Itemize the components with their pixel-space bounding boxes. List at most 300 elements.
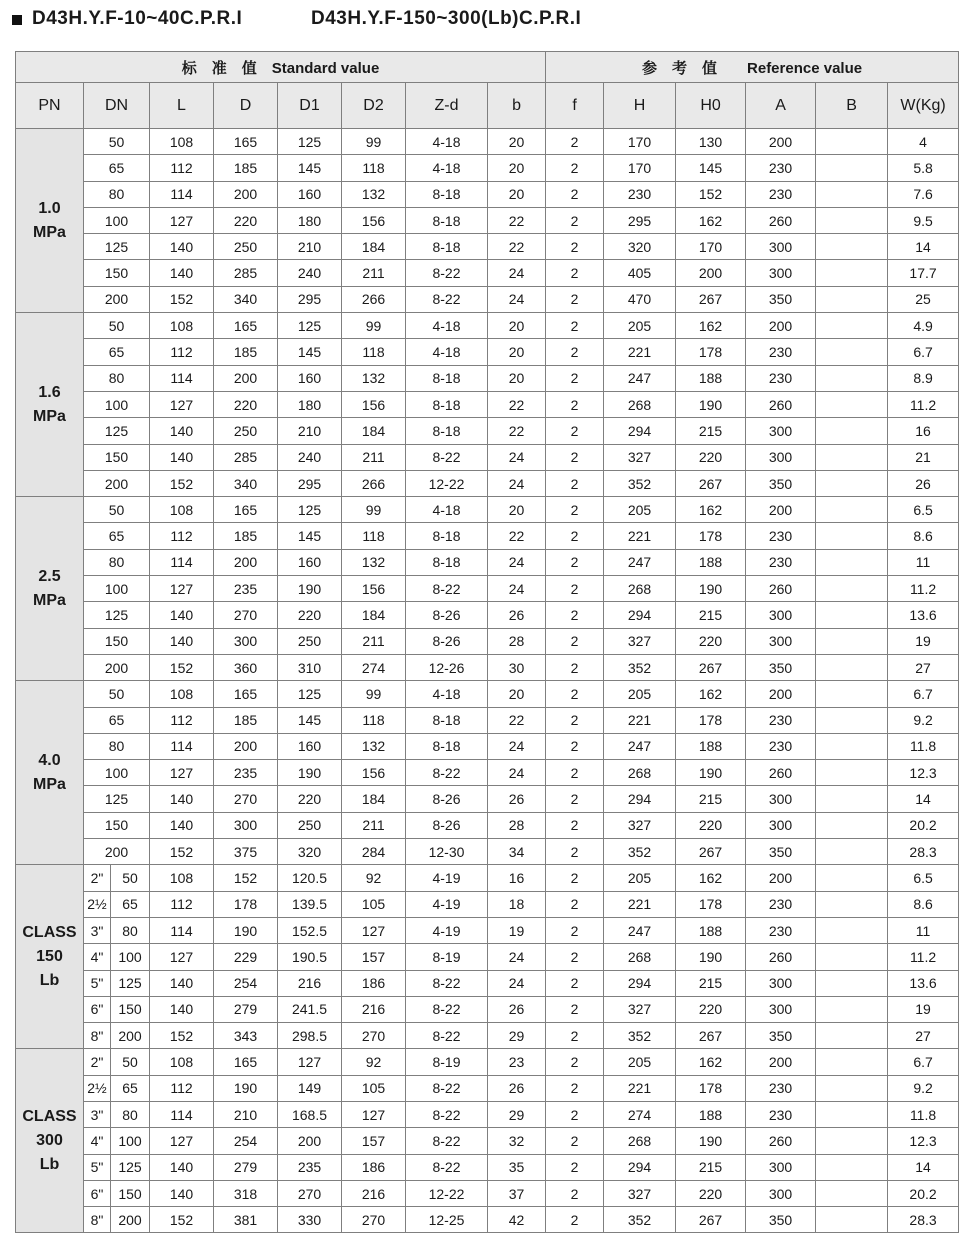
pressure-class-cell	[16, 497, 84, 681]
cell-h0: 190	[676, 391, 746, 417]
cell-a: 300	[746, 234, 816, 260]
cell-d2: 127	[342, 1101, 406, 1127]
cell-l: 127	[150, 391, 214, 417]
cell-f: 2	[546, 129, 604, 155]
spec-table	[15, 51, 959, 1233]
cell-a: 200	[746, 865, 816, 891]
cell-d2: 184	[342, 786, 406, 812]
table-row	[16, 1049, 959, 1075]
table-row	[16, 470, 959, 496]
cell-f: 2	[546, 733, 604, 759]
table-row	[16, 1128, 959, 1154]
cell-h0: 190	[676, 1128, 746, 1154]
cell-b: 22	[488, 418, 546, 444]
cell-h: 352	[604, 839, 676, 865]
cell-w: 25	[888, 286, 959, 312]
cell-h0: 188	[676, 917, 746, 943]
cell-d1: 180	[278, 207, 342, 233]
cell-h: 221	[604, 339, 676, 365]
column-header: f	[546, 83, 604, 129]
cell-b: 28	[488, 628, 546, 654]
cell-h: 294	[604, 418, 676, 444]
cell-a: 350	[746, 839, 816, 865]
cell-b	[816, 602, 888, 628]
table-row	[16, 444, 959, 470]
table-row	[16, 549, 959, 575]
cell-f: 2	[546, 549, 604, 575]
cell-l: 140	[150, 970, 214, 996]
cell-b	[816, 760, 888, 786]
pressure-class-label: 300	[36, 1131, 63, 1149]
cell-l: 114	[150, 733, 214, 759]
dn-inch: 5"	[90, 975, 104, 992]
cell-d1: 160	[278, 181, 342, 207]
cell-f: 2	[546, 786, 604, 812]
cell-d2: 211	[342, 260, 406, 286]
cell-zd: 4-18	[406, 129, 488, 155]
cell-w: 5.8	[888, 155, 959, 181]
cell-d2: 156	[342, 207, 406, 233]
cell-l: 108	[150, 681, 214, 707]
cell-h0: 220	[676, 628, 746, 654]
cell-h0: 178	[676, 707, 746, 733]
cell-b: 20	[488, 365, 546, 391]
cell-d1: 310	[278, 654, 342, 680]
column-header-row	[16, 83, 959, 129]
cell-b: 37	[488, 1180, 546, 1206]
dn-cell: 80	[84, 549, 150, 575]
cell-d2: 157	[342, 944, 406, 970]
column-header: D1	[278, 83, 342, 129]
cell-a: 300	[746, 996, 816, 1022]
cell-f: 2	[546, 654, 604, 680]
cell-d: 254	[214, 970, 278, 996]
cell-d1: 168.5	[278, 1101, 342, 1127]
table-row	[16, 1023, 959, 1049]
cell-d: 279	[214, 996, 278, 1022]
cell-l: 140	[150, 418, 214, 444]
cell-d: 185	[214, 339, 278, 365]
dn-cell: 50	[84, 313, 150, 339]
cell-d2: 118	[342, 155, 406, 181]
cell-a: 230	[746, 1101, 816, 1127]
cell-b	[816, 944, 888, 970]
cell-zd: 4-18	[406, 497, 488, 523]
cell-w: 19	[888, 996, 959, 1022]
cell-w: 6.7	[888, 1049, 959, 1075]
cell-zd: 8-22	[406, 444, 488, 470]
cell-l: 140	[150, 786, 214, 812]
pressure-class-cell	[16, 313, 84, 497]
cell-h: 268	[604, 1128, 676, 1154]
cell-d1: 320	[278, 839, 342, 865]
cell-b	[816, 891, 888, 917]
cell-h: 221	[604, 1075, 676, 1101]
cell-h0: 215	[676, 970, 746, 996]
cell-d2: 274	[342, 654, 406, 680]
cell-f: 2	[546, 1075, 604, 1101]
cell-h0: 220	[676, 1180, 746, 1206]
cell-h: 294	[604, 1154, 676, 1180]
cell-b: 24	[488, 760, 546, 786]
dn-cell: 80	[84, 181, 150, 207]
cell-b	[816, 391, 888, 417]
cell-a: 260	[746, 576, 816, 602]
cell-zd: 12-30	[406, 839, 488, 865]
cell-d: 340	[214, 286, 278, 312]
cell-d2: 99	[342, 313, 406, 339]
cell-w: 8.6	[888, 523, 959, 549]
cell-zd: 4-18	[406, 339, 488, 365]
cell-b: 24	[488, 260, 546, 286]
cell-f: 2	[546, 234, 604, 260]
table-row	[16, 418, 959, 444]
reference-value-header: 参 考 值 Reference value	[546, 52, 959, 83]
cell-d: 190	[214, 1075, 278, 1101]
cell-w: 17.7	[888, 260, 959, 286]
cell-d1: 240	[278, 444, 342, 470]
cell-h0: 215	[676, 418, 746, 444]
cell-f: 2	[546, 681, 604, 707]
cell-d2: 270	[342, 1207, 406, 1233]
pressure-class-label: CLASS	[22, 923, 77, 941]
cell-w: 11	[888, 549, 959, 575]
cell-d: 200	[214, 181, 278, 207]
cell-b	[816, 155, 888, 181]
dn-cell: 125	[84, 786, 150, 812]
cell-zd: 8-22	[406, 576, 488, 602]
table-row	[16, 497, 959, 523]
cell-zd: 8-22	[406, 286, 488, 312]
cell-a: 200	[746, 681, 816, 707]
cell-b	[816, 917, 888, 943]
pressure-class-label: MPa	[33, 223, 66, 241]
cell-b: 24	[488, 733, 546, 759]
cell-h0: 170	[676, 234, 746, 260]
cell-b: 23	[488, 1049, 546, 1075]
cell-d: 381	[214, 1207, 278, 1233]
cell-b	[816, 1023, 888, 1049]
cell-f: 2	[546, 207, 604, 233]
cell-w: 9.5	[888, 207, 959, 233]
dn-cell	[84, 1101, 150, 1127]
dn-cell: 200	[84, 470, 150, 496]
cell-zd: 8-19	[406, 1049, 488, 1075]
cell-d: 185	[214, 155, 278, 181]
dn-mm: 65	[110, 892, 149, 917]
cell-d: 343	[214, 1023, 278, 1049]
cell-w: 6.5	[888, 497, 959, 523]
cell-zd: 8-22	[406, 996, 488, 1022]
cell-a: 230	[746, 917, 816, 943]
cell-w: 11.8	[888, 733, 959, 759]
cell-f: 2	[546, 523, 604, 549]
cell-a: 230	[746, 365, 816, 391]
cell-a: 300	[746, 418, 816, 444]
cell-a: 350	[746, 286, 816, 312]
dn-inch: 2"	[90, 1054, 104, 1071]
dn-cell: 125	[84, 418, 150, 444]
dn-cell: 150	[84, 628, 150, 654]
cell-d1: 149	[278, 1075, 342, 1101]
cell-d2: 266	[342, 286, 406, 312]
cell-w: 13.6	[888, 970, 959, 996]
dn-mm: 80	[110, 918, 149, 943]
column-header: H	[604, 83, 676, 129]
dn-cell: 65	[84, 523, 150, 549]
cell-h: 205	[604, 681, 676, 707]
cell-h: 247	[604, 365, 676, 391]
table-row	[16, 155, 959, 181]
cell-l: 108	[150, 497, 214, 523]
dn-mm: 125	[110, 1155, 149, 1180]
table-row	[16, 286, 959, 312]
cell-h: 170	[604, 129, 676, 155]
cell-zd: 4-19	[406, 891, 488, 917]
cell-h0: 162	[676, 313, 746, 339]
cell-d2: 132	[342, 549, 406, 575]
cell-h: 327	[604, 1180, 676, 1206]
cell-d1: 190.5	[278, 944, 342, 970]
dn-mm: 80	[110, 1102, 149, 1127]
table-row	[16, 181, 959, 207]
dn-mm: 50	[110, 1049, 149, 1074]
cell-a: 200	[746, 1049, 816, 1075]
cell-h0: 190	[676, 760, 746, 786]
dn-inch: 6"	[90, 1001, 104, 1018]
cell-d2: 184	[342, 602, 406, 628]
cell-d2: 105	[342, 1075, 406, 1101]
cell-h: 470	[604, 286, 676, 312]
table-row	[16, 970, 959, 996]
cell-zd: 8-22	[406, 1101, 488, 1127]
cell-d1: 145	[278, 523, 342, 549]
table-row	[16, 733, 959, 759]
title-right: D43H.Y.F-150~300(Lb)C.P.R.I	[311, 8, 582, 29]
column-header: L	[150, 83, 214, 129]
cell-l: 112	[150, 339, 214, 365]
dn-inch: 2½	[87, 896, 107, 913]
cell-d: 220	[214, 391, 278, 417]
table-row	[16, 523, 959, 549]
cell-b	[816, 444, 888, 470]
cell-h0: 178	[676, 891, 746, 917]
cell-b	[816, 1101, 888, 1127]
cell-h0: 188	[676, 365, 746, 391]
cell-a: 350	[746, 1023, 816, 1049]
cell-b	[816, 549, 888, 575]
table-row	[16, 628, 959, 654]
cell-h0: 130	[676, 129, 746, 155]
cell-d2: 211	[342, 444, 406, 470]
cell-a: 230	[746, 339, 816, 365]
cell-l: 108	[150, 865, 214, 891]
dn-cell	[84, 865, 150, 891]
cell-l: 114	[150, 917, 214, 943]
pressure-class-label: Lb	[39, 971, 60, 989]
cell-d2: 99	[342, 681, 406, 707]
cell-w: 8.9	[888, 365, 959, 391]
cell-l: 114	[150, 181, 214, 207]
cell-d: 340	[214, 470, 278, 496]
cell-h: 405	[604, 260, 676, 286]
cell-d1: 330	[278, 1207, 342, 1233]
cell-d1: 241.5	[278, 996, 342, 1022]
cell-zd: 12-25	[406, 1207, 488, 1233]
column-header: D2	[342, 83, 406, 129]
cell-a: 300	[746, 602, 816, 628]
cell-b	[816, 786, 888, 812]
title-bar	[12, 6, 952, 34]
cell-h: 352	[604, 1023, 676, 1049]
group-header-row	[16, 52, 959, 83]
cell-f: 2	[546, 1023, 604, 1049]
cell-l: 114	[150, 1101, 214, 1127]
cell-zd: 8-22	[406, 760, 488, 786]
dn-cell: 50	[84, 129, 150, 155]
cell-a: 230	[746, 549, 816, 575]
dn-cell	[84, 1154, 150, 1180]
column-header: D	[214, 83, 278, 129]
table-row	[16, 996, 959, 1022]
cell-zd: 8-18	[406, 418, 488, 444]
column-header: PN	[16, 83, 84, 129]
cell-d2: 186	[342, 970, 406, 996]
cell-f: 2	[546, 313, 604, 339]
cell-w: 28.3	[888, 839, 959, 865]
cell-a: 300	[746, 812, 816, 838]
cell-d2: 184	[342, 418, 406, 444]
cell-f: 2	[546, 286, 604, 312]
pressure-class-cell	[16, 1049, 84, 1233]
cell-l: 140	[150, 234, 214, 260]
cell-d2: 92	[342, 1049, 406, 1075]
cell-l: 127	[150, 944, 214, 970]
cell-l: 152	[150, 470, 214, 496]
cell-h: 352	[604, 470, 676, 496]
cell-f: 2	[546, 602, 604, 628]
cell-b	[816, 470, 888, 496]
cell-h0: 267	[676, 654, 746, 680]
cell-a: 300	[746, 444, 816, 470]
cell-h: 294	[604, 970, 676, 996]
cell-h0: 188	[676, 549, 746, 575]
cell-b: 22	[488, 707, 546, 733]
cell-w: 20.2	[888, 812, 959, 838]
dn-inch: 4"	[90, 1132, 104, 1149]
cell-d: 285	[214, 444, 278, 470]
cell-h: 320	[604, 234, 676, 260]
table-row	[16, 602, 959, 628]
cell-h0: 188	[676, 1101, 746, 1127]
cell-b	[816, 418, 888, 444]
cell-zd: 8-26	[406, 786, 488, 812]
table-row	[16, 260, 959, 286]
cell-w: 11.2	[888, 391, 959, 417]
cell-h: 268	[604, 760, 676, 786]
cell-h0: 220	[676, 812, 746, 838]
cell-b	[816, 523, 888, 549]
cell-zd: 8-22	[406, 1075, 488, 1101]
cell-w: 27	[888, 1023, 959, 1049]
cell-a: 260	[746, 760, 816, 786]
cell-b: 24	[488, 970, 546, 996]
cell-d1: 160	[278, 365, 342, 391]
cell-d2: 105	[342, 891, 406, 917]
cell-b: 22	[488, 207, 546, 233]
cell-l: 112	[150, 523, 214, 549]
pressure-class-label: CLASS	[22, 1107, 77, 1125]
table-row	[16, 1207, 959, 1233]
column-header: A	[746, 83, 816, 129]
table-row	[16, 891, 959, 917]
cell-d: 300	[214, 628, 278, 654]
table-row	[16, 760, 959, 786]
cell-b	[816, 812, 888, 838]
cell-d1: 210	[278, 418, 342, 444]
dn-cell	[84, 1049, 150, 1075]
table-row	[16, 681, 959, 707]
cell-h: 230	[604, 181, 676, 207]
cell-f: 2	[546, 970, 604, 996]
cell-h: 221	[604, 523, 676, 549]
cell-d: 254	[214, 1128, 278, 1154]
cell-d: 200	[214, 549, 278, 575]
cell-b	[816, 286, 888, 312]
cell-f: 2	[546, 944, 604, 970]
cell-d2: 132	[342, 181, 406, 207]
cell-d: 250	[214, 234, 278, 260]
dn-cell: 100	[84, 207, 150, 233]
cell-d: 165	[214, 129, 278, 155]
dn-cell: 125	[84, 602, 150, 628]
table-row	[16, 207, 959, 233]
dn-cell: 150	[84, 260, 150, 286]
cell-d1: 125	[278, 497, 342, 523]
cell-f: 2	[546, 470, 604, 496]
pressure-class-label: MPa	[33, 775, 66, 793]
dn-cell	[84, 1023, 150, 1049]
cell-d2: 184	[342, 234, 406, 260]
cell-h0: 178	[676, 523, 746, 549]
cell-f: 2	[546, 365, 604, 391]
cell-a: 260	[746, 207, 816, 233]
cell-b: 26	[488, 602, 546, 628]
dn-cell	[84, 1075, 150, 1101]
cell-l: 140	[150, 996, 214, 1022]
cell-zd: 12-22	[406, 470, 488, 496]
cell-b: 26	[488, 996, 546, 1022]
pressure-class-label: 1.6	[38, 383, 61, 401]
cell-b	[816, 207, 888, 233]
cell-b: 22	[488, 523, 546, 549]
pressure-class-label: 150	[36, 947, 63, 965]
cell-d: 375	[214, 839, 278, 865]
cell-d1: 250	[278, 628, 342, 654]
cell-d: 200	[214, 365, 278, 391]
cell-d: 185	[214, 523, 278, 549]
cell-b	[816, 1075, 888, 1101]
cell-f: 2	[546, 707, 604, 733]
cell-w: 6.7	[888, 681, 959, 707]
cell-b	[816, 1207, 888, 1233]
cell-d1: 235	[278, 1154, 342, 1180]
cell-l: 108	[150, 1049, 214, 1075]
cell-h0: 215	[676, 1154, 746, 1180]
dn-cell: 200	[84, 654, 150, 680]
dn-cell	[84, 944, 150, 970]
cell-d: 360	[214, 654, 278, 680]
